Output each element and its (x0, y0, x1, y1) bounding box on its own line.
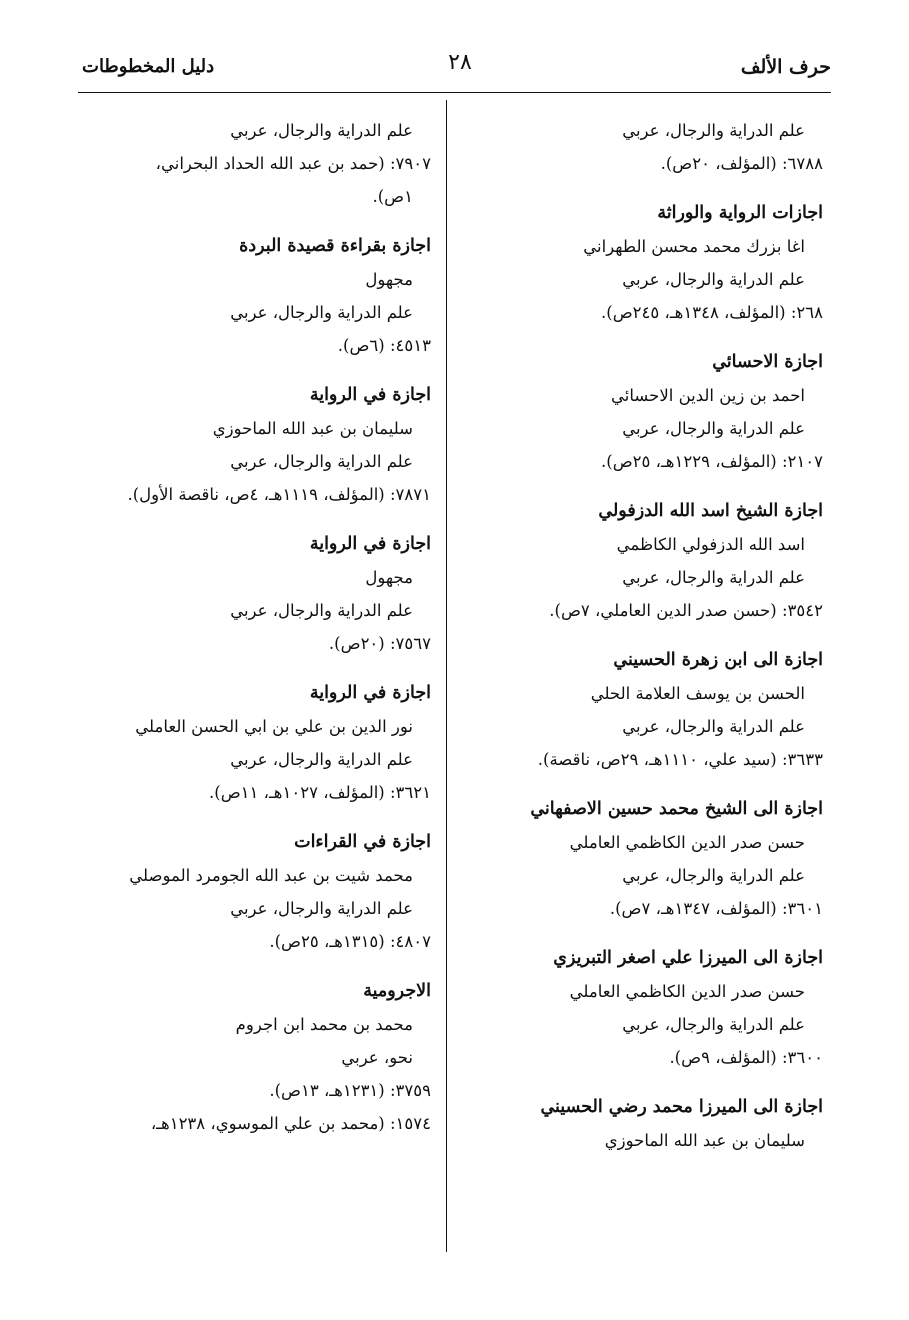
entry-detail: نحو، عربي (341, 1048, 413, 1067)
entry-detail: سليمان بن عبد الله الماحوزي (604, 1131, 805, 1150)
entry-detail: محمد بن محمد ابن اجروم (235, 1015, 413, 1034)
entry-title: اجازة الشيخ اسد الله الدزفولي (598, 501, 823, 521)
entry-detail: مجهول (365, 270, 413, 289)
entry-title: اجازة الاحسائي (712, 352, 823, 372)
entry-reference: ٣٦٠٠: (المؤلف، ٩ص). (669, 1048, 823, 1067)
entry-title: اجازة بقراءة قصيدة البردة (239, 236, 431, 256)
catalog-entry (483, 942, 823, 1074)
catalog-entry (81, 975, 431, 1140)
entry-detail: حسن صدر الدين الكاظمي العاملي (569, 833, 805, 852)
catalog-entry (483, 644, 823, 776)
entry-title: اجازة في الرواية (309, 534, 431, 554)
entry-detail: علم الدراية والرجال، عربي (622, 717, 805, 736)
entry-reference: ٧٥٦٧: (٢٠ص). (328, 634, 431, 653)
catalog-entry (81, 379, 431, 511)
left-column (81, 114, 431, 1157)
catalog-entry (483, 114, 823, 180)
header-rule (78, 92, 831, 93)
entry-detail: علم الدراية والرجال، عربي (622, 121, 805, 140)
entry-title: اجازة في الرواية (309, 683, 431, 703)
entry-detail: علم الدراية والرجال، عربي (230, 750, 413, 769)
section-header: حرف الألف (740, 56, 831, 78)
entry-detail: علم الدراية والرجال، عربي (622, 568, 805, 587)
entry-reference: ٣٦٣٣: (سيد علي، ١١١٠هـ، ٢٩ص، ناقصة). (537, 750, 823, 769)
right-column (483, 114, 823, 1174)
entry-detail: مجهول (365, 568, 413, 587)
entry-reference: ٤٨٠٧: (١٣١٥هـ، ٢٥ص). (269, 932, 431, 951)
column-divider (446, 100, 447, 1252)
catalog-entry (81, 826, 431, 958)
entry-detail: احمد بن زين الدين الاحسائي (611, 386, 805, 405)
catalog-entry (81, 677, 431, 809)
catalog-entry (483, 197, 823, 329)
entry-detail: علم الدراية والرجال، عربي (230, 121, 413, 140)
entry-reference: ٣٧٥٩: (١٢٣١هـ، ١٣ص). (269, 1081, 431, 1100)
entry-reference: ٣٦٢١: (المؤلف، ١٠٢٧هـ، ١١ص). (209, 783, 431, 802)
catalog-entry (483, 495, 823, 627)
entry-title: اجازة الى الميرزا محمد رضي الحسيني (540, 1097, 823, 1117)
catalog-entry (483, 793, 823, 925)
entry-title: الاجرومية (363, 981, 431, 1001)
entry-detail: سليمان بن عبد الله الماحوزي (212, 419, 413, 438)
entry-reference: ١٥٧٤: (محمد بن علي الموسوي، ١٢٣٨هـ، (150, 1114, 431, 1133)
entry-reference: ٧٩٠٧: (حمد بن عبد الله الحداد البحراني، (155, 154, 431, 173)
entry-detail: محمد شيت بن عبد الله الجومرد الموصلي (129, 866, 413, 885)
entry-title: اجازات الرواية والوراثة (657, 203, 823, 223)
entry-detail: علم الدراية والرجال، عربي (622, 270, 805, 289)
entry-detail: علم الدراية والرجال، عربي (230, 303, 413, 322)
entry-detail: علم الدراية والرجال، عربي (230, 452, 413, 471)
entry-reference: ٢١٠٧: (المؤلف، ١٢٢٩هـ، ٢٥ص). (601, 452, 823, 471)
entry-reference: ٣٥٤٢: (حسن صدر الدين العاملي، ٧ص). (549, 601, 823, 620)
catalog-entry (81, 114, 431, 213)
entry-detail: علم الدراية والرجال، عربي (622, 866, 805, 885)
entry-detail: الحسن بن يوسف العلامة الحلي (590, 684, 805, 703)
book-title: دليل المخطوطات (82, 56, 215, 77)
entry-reference: ٣٦٠١: (المؤلف، ١٣٤٧هـ، ٧ص). (609, 899, 823, 918)
entry-detail: اغا بزرك محمد محسن الطهراني (583, 237, 805, 256)
entry-detail: ١ص). (372, 187, 413, 206)
entry-detail: علم الدراية والرجال، عربي (230, 899, 413, 918)
catalog-entry (483, 346, 823, 478)
entry-detail: علم الدراية والرجال، عربي (622, 419, 805, 438)
entry-reference: ٧٨٧١: (المؤلف، ١١١٩هـ، ٤ص، ناقصة الأول). (127, 485, 431, 504)
entry-reference: ٤٥١٣: (٦ص). (337, 336, 431, 355)
entry-title: اجازة الى الشيخ محمد حسين الاصفهاني (530, 799, 823, 819)
catalog-entry (483, 1091, 823, 1157)
entry-title: اجازة الى الميرزا علي اصغر التبريزي (553, 948, 823, 968)
entry-detail: علم الدراية والرجال، عربي (230, 601, 413, 620)
entry-detail: نور الدين بن علي بن ابي الحسن العاملي (135, 717, 413, 736)
page-number: ٢٨ (448, 50, 472, 75)
catalog-entry (81, 230, 431, 362)
entry-detail: اسد الله الدزفولي الكاظمي (616, 535, 805, 554)
entry-reference: ٢٦٨: (المؤلف، ١٣٤٨هـ، ٢٤٥ص). (601, 303, 823, 322)
entry-detail: حسن صدر الدين الكاظمي العاملي (569, 982, 805, 1001)
catalog-entry (81, 528, 431, 660)
entry-reference: ٦٧٨٨: (المؤلف، ٢٠ص). (660, 154, 823, 173)
entry-title: اجازة في القراءات (294, 832, 431, 852)
entry-title: اجازة الى ابن زهرة الحسيني (613, 650, 823, 670)
entry-detail: علم الدراية والرجال، عربي (622, 1015, 805, 1034)
entry-title: اجازة في الرواية (309, 385, 431, 405)
